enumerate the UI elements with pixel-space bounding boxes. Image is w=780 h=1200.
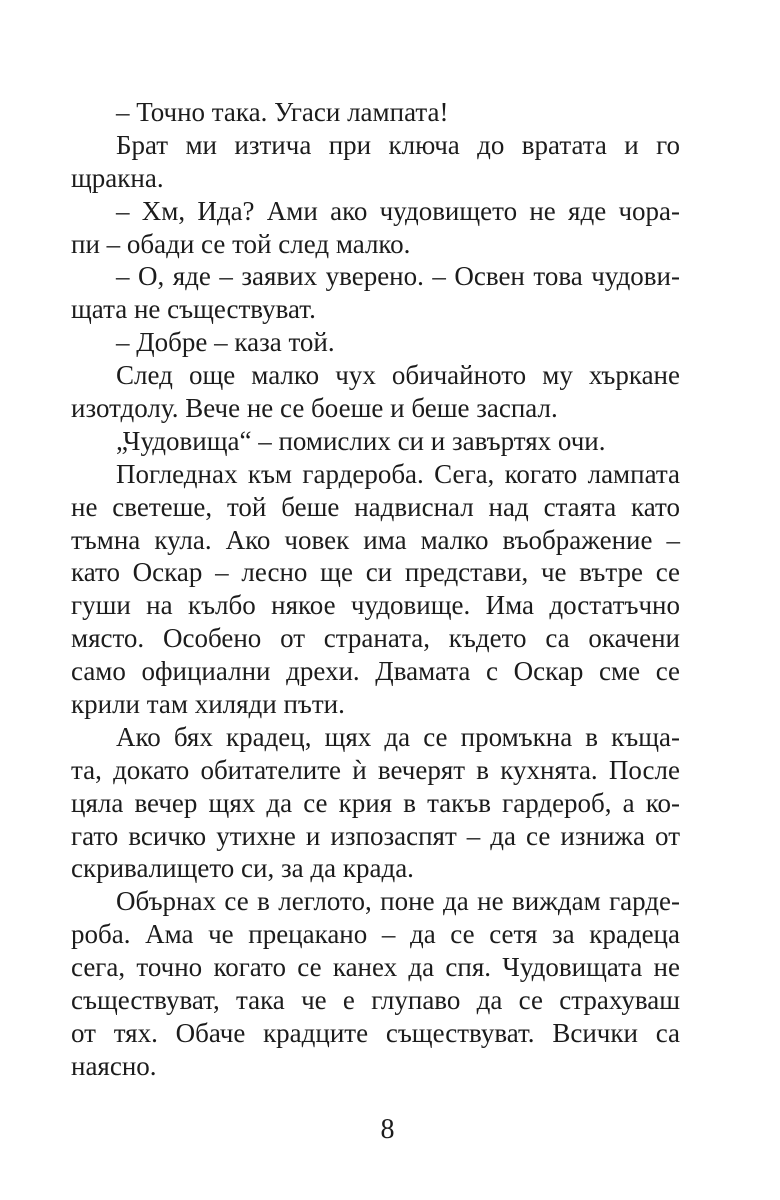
text-line: като Оскар – лесно ще си представи, че вътре се — [71, 557, 680, 588]
text-line: Обърнах се в леглото, поне да не виждам гарде- — [116, 886, 680, 917]
text-line: пи – обади се той след малко. — [71, 228, 411, 259]
text-line: наясно. — [71, 1050, 157, 1081]
text-line: скривалището си, за да крада. — [71, 853, 414, 884]
text-line: съществуват, така че е глупаво да се страхуваш — [71, 985, 680, 1016]
text-line: цяла вечер щях да се крия в такъв гардероб, а ко- — [71, 787, 680, 818]
text-line: След още малко чух обичайното му хъркане — [116, 360, 680, 391]
text-line: – Добре – каза той. — [116, 327, 335, 358]
text-line: изотдолу. Вече не се боеше и беше заспал. — [71, 393, 558, 424]
text-line: роба. Ама че прецакано – да се сетя за крадеца — [71, 919, 680, 950]
text-line: само официални дрехи. Двамата с Оскар сме се — [71, 656, 680, 687]
text-block — [71, 96, 680, 1083]
text-line: гато всичко утихне и изпозаспят – да се изнижа от — [71, 820, 680, 851]
text-line: Ако бях крадец, щях да се промъкна в къща- — [116, 721, 680, 752]
text-line: „Чудовища“ – помислих си и завъртях очи. — [116, 425, 606, 456]
text-line: гуши на кълбо някое чудовище. Има достатъчно — [71, 590, 680, 621]
text-line: – Точно така. Угаси лампата! — [116, 97, 449, 127]
page-number: 8 — [380, 1114, 395, 1145]
text-line: щата не съществуват. — [71, 294, 316, 325]
text-line: та, докато обитателите ѝ вечерят в кухнята. После — [71, 754, 680, 785]
text-line: щракна. — [71, 162, 164, 193]
text-line: не светеше, той беше надвиснал над стаята като — [71, 491, 680, 522]
text-line: сега, точно когато се канех да спя. Чудовищата не — [71, 952, 680, 983]
text-line: Погледнах към гардероба. Сега, когато лампата — [116, 458, 680, 489]
text-line: крили там хиляди пъти. — [71, 689, 345, 720]
text-line: Брат ми изтича при ключа до вратата и го — [116, 129, 680, 160]
text-line: – Хм, Ида? Ами ако чудовището не яде чора- — [116, 195, 680, 226]
text-line: място. Особено от страната, където са окачени — [71, 623, 680, 654]
text-line: – О, яде – заявих уверено. – Освен това чудови- — [116, 261, 680, 292]
text-line: от тях. Обаче крадците съществуват. Всички са — [71, 1017, 680, 1048]
text-line: тъмна кула. Ако човек има малко въображение – — [71, 524, 680, 555]
